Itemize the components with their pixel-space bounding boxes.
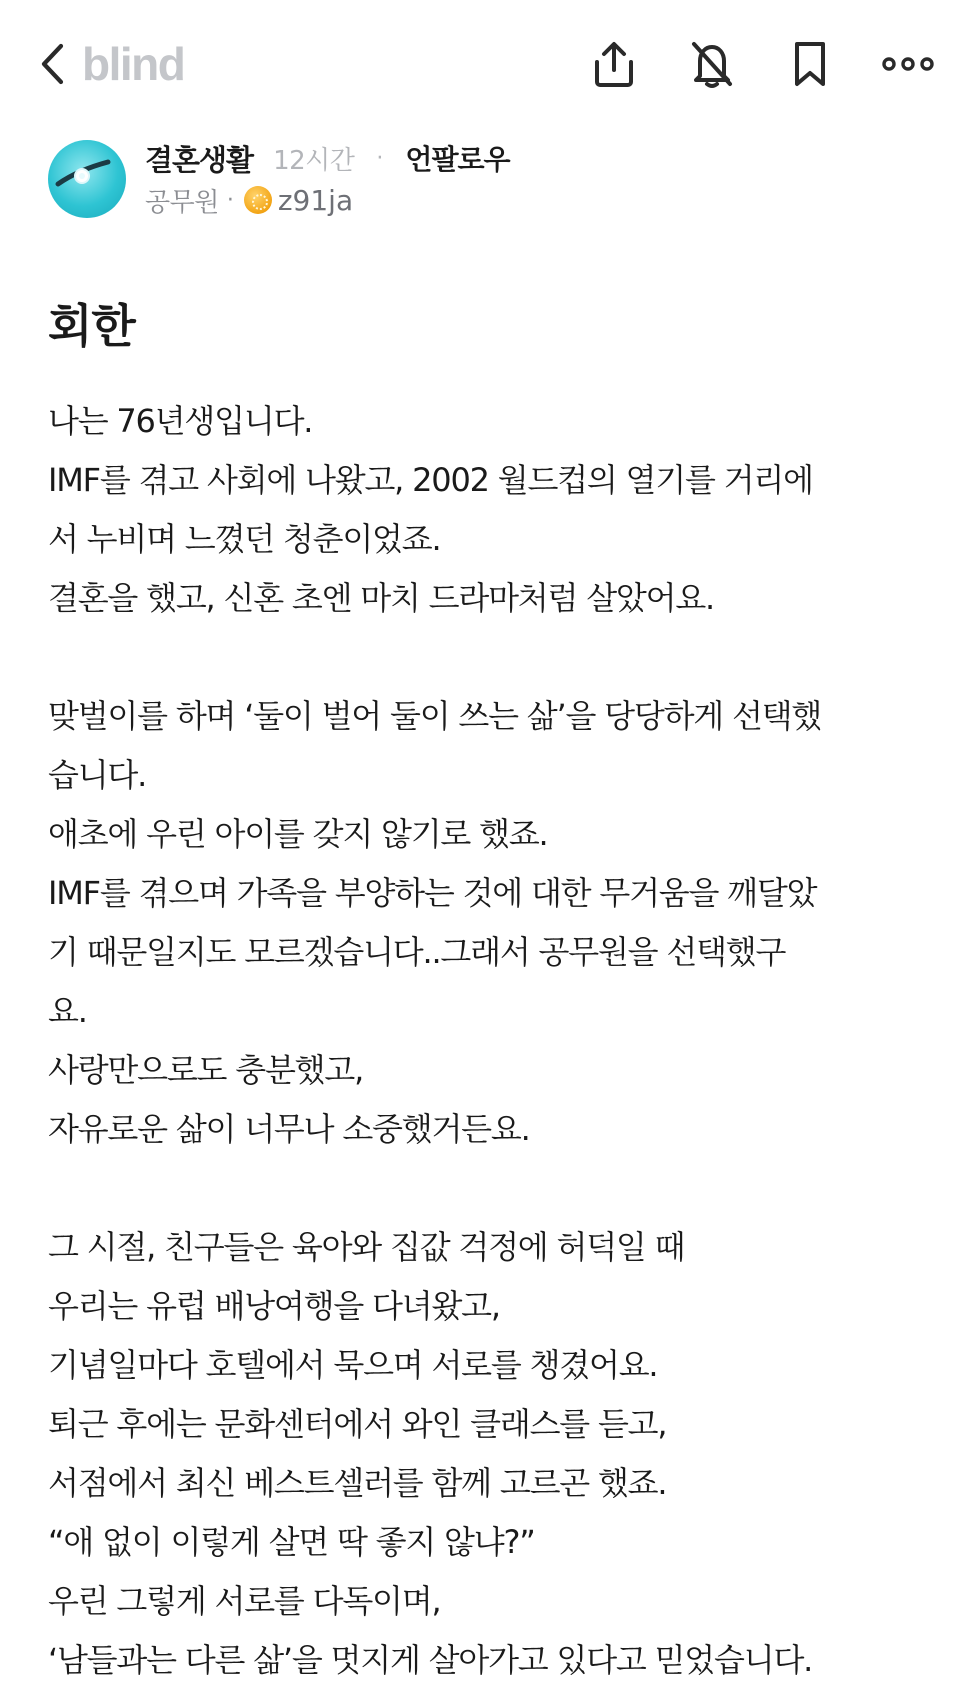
body-text-line: 애초에 우린 아이를 갖지 않기로 했죠. — [48, 815, 548, 853]
top-nav-bar — [0, 0, 966, 130]
notifications-toggle-button[interactable] — [682, 34, 742, 94]
back-button[interactable] — [32, 38, 72, 90]
body-text-line: IMF를 겪으며 가족을 부양하는 것에 대한 무거움을 깨달았 — [48, 874, 817, 912]
body-text-line: 퇴근 후에는 문화센터에서 와인 클래스를 듣고, — [48, 1405, 667, 1443]
body-text-line: ‘남들과는 다른 삶’을 멋지게 살아가고 있다고 믿었습니다. — [48, 1641, 813, 1679]
unfollow-button[interactable]: 언팔로우 — [405, 143, 510, 176]
author-company[interactable]: 공무원 — [145, 187, 219, 218]
bookmark-icon — [792, 40, 828, 88]
body-text-line: 습니다. — [48, 756, 147, 794]
body-text-line: 나는 76년생입니다. — [48, 402, 313, 440]
paragraph-break — [48, 1159, 928, 1218]
body-text-line: 그 시절, 친구들은 육아와 집값 걱정에 허덕일 때 — [48, 1228, 685, 1266]
body-text-line: IMF를 겪고 사회에 나왔고, 2002 월드컵의 열기를 거리에 — [48, 461, 813, 499]
back-chevron-icon — [39, 42, 65, 86]
body-text-line: 우리는 유럽 배낭여행을 다녀왔고, — [48, 1287, 500, 1325]
body-text-line: “애 없이 이렇게 살면 딱 좋지 않냐?” — [48, 1523, 535, 1561]
body-text-line: 사랑만으로도 충분했고, — [48, 1051, 364, 1089]
body-text-line: 자유로운 삶이 너무나 소중했거든요. — [48, 1110, 530, 1148]
brand-logo: blind — [82, 38, 185, 90]
body-text-line: 결혼을 했고, 신혼 초엔 마치 드라마처럼 살았어요. — [48, 579, 715, 617]
body-text-line: 요. — [48, 992, 87, 1030]
post-meta-secondary — [145, 180, 353, 220]
post-meta-primary — [145, 138, 510, 178]
paragraph-break — [48, 628, 928, 687]
body-text-line: 기 때문일지도 모르겠습니다..그래서 공무원을 선택했구 — [48, 933, 786, 971]
post-body — [48, 392, 928, 1690]
community-avatar[interactable] — [48, 140, 126, 218]
community-name[interactable]: 결혼생활 — [145, 142, 254, 177]
body-text-line: 기념일마다 호텔에서 묵으며 서로를 챙겼어요. — [48, 1346, 658, 1384]
more-options-button[interactable] — [878, 34, 938, 94]
ring-image-icon — [48, 140, 126, 218]
more-icon — [882, 57, 934, 71]
share-button[interactable] — [584, 34, 644, 94]
meta-separator: · — [376, 145, 384, 171]
post-time: 12시간 — [273, 145, 355, 176]
bookmark-button[interactable] — [780, 34, 840, 94]
share-icon — [591, 40, 637, 88]
body-text-line: 서점에서 최신 베스트셀러를 함께 고르곤 했죠. — [48, 1464, 667, 1502]
post-author-row — [48, 136, 928, 220]
post-title: 회한 — [48, 299, 135, 353]
company-separator: · — [226, 187, 234, 213]
verified-badge-icon — [244, 186, 272, 214]
notifications-off-icon — [689, 39, 735, 89]
body-text-line: 서 누비며 느꼈던 청춘이었죠. — [48, 520, 441, 558]
post-actions — [546, 34, 938, 94]
body-text-line: 맞벌이를 하며 ‘둘이 벌어 둘이 쓰는 삶’을 당당하게 선택했 — [48, 697, 822, 735]
body-text-line: 우린 그렇게 서로를 다독이며, — [48, 1582, 441, 1620]
author-nickname[interactable]: z91ja — [277, 183, 354, 217]
